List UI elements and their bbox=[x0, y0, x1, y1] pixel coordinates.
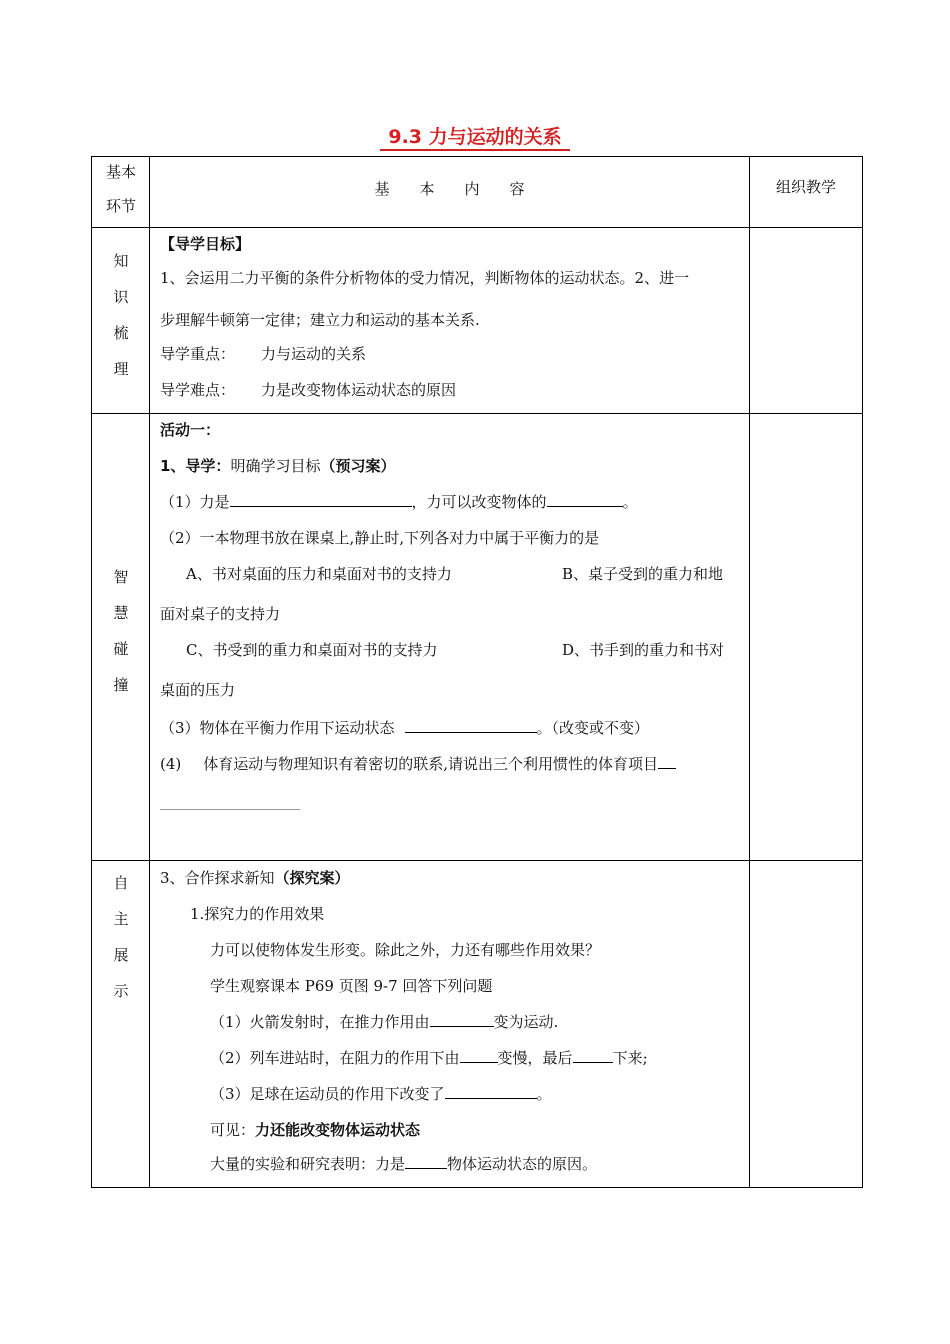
row-divider bbox=[92, 227, 862, 228]
answer-blank[interactable] bbox=[573, 1048, 613, 1063]
explore-question-3: （3）足球在运动员的作用下改变了 。 bbox=[210, 1085, 552, 1103]
answer-blank[interactable] bbox=[405, 1154, 447, 1169]
explore-heading: 3、合作探求新知（探究案） bbox=[160, 869, 350, 887]
answer-blank[interactable] bbox=[405, 718, 537, 733]
guide-focus: 导学重点： 力与运动的关系 bbox=[160, 345, 367, 363]
question-4: (4) 体育运动与物理知识有着密切的联系,请说出三个利用惯性的体育项目 bbox=[160, 753, 676, 774]
answer-blank[interactable] bbox=[460, 1048, 498, 1063]
option-a: A、书对桌面的压力和桌面对书的支持力 bbox=[186, 565, 452, 583]
header-basic-content: 基 本 内 容 bbox=[374, 180, 525, 198]
column-divider bbox=[749, 157, 750, 1187]
explore-paragraph-1: 力可以使物体发生形变。除此之外，力还有哪些作用效果？ bbox=[210, 941, 601, 959]
header-basic-step: 基本 环节 bbox=[105, 163, 136, 215]
answer-line[interactable] bbox=[160, 809, 300, 810]
activity-heading: 活动一： bbox=[160, 421, 221, 439]
explore-question-2: （2）列车进站时，在阻力的作用下由 变慢，最后 下来; bbox=[210, 1049, 648, 1067]
question-2: （2）一本物理书放在课桌上,静止时,下列各对力中属于平衡力的是 bbox=[160, 529, 600, 547]
row-divider bbox=[92, 413, 862, 414]
answer-blank[interactable] bbox=[445, 1084, 537, 1099]
row-divider bbox=[92, 860, 862, 861]
option-b-continued: 面对桌子的支持力 bbox=[160, 605, 281, 623]
explore-paragraph-2: 学生观察课本 P69 页图 9-7 回答下列问题 bbox=[210, 977, 493, 995]
guide-goal-heading: 【导学目标】 bbox=[160, 235, 251, 253]
option-d-continued: 桌面的压力 bbox=[160, 681, 236, 699]
lesson-table bbox=[91, 156, 863, 1188]
explore-subheading: 1.探究力的作用效果 bbox=[190, 905, 325, 923]
answer-blank[interactable] bbox=[230, 492, 412, 507]
explore-conclusion: 可见：力还能改变物体运动状态 bbox=[210, 1121, 421, 1139]
goal-line-1: 1、会运用二力平衡的条件分析物体的受力情况，判断物体的运动状态。2、进一 bbox=[160, 269, 690, 287]
answer-blank[interactable] bbox=[658, 754, 676, 769]
goal-line-2: 步理解牛顿第一定律；建立力和运动的基本关系. bbox=[160, 311, 480, 329]
explore-final: 大量的实验和研究表明：力是 物体运动状态的原因。 bbox=[210, 1155, 598, 1173]
explore-question-1: （1）火箭发射时，在推力作用由 变为运动. bbox=[210, 1013, 559, 1031]
option-b: B、桌子受到的重力和地 bbox=[562, 565, 724, 583]
section-label-wisdom: 智 慧 碰 撞 bbox=[113, 568, 129, 694]
question-1: （1）力是 ，力可以改变物体的 。 bbox=[160, 493, 638, 511]
section-label-knowledge: 知 识 梳 理 bbox=[113, 252, 129, 378]
option-d: D、书手到的重力和书对 bbox=[562, 641, 725, 659]
guide-line: 1、导学：明确学习目标（预习案） bbox=[160, 457, 396, 475]
header-organize-teaching: 组织教学 bbox=[775, 178, 836, 196]
page-title: 9.3 力与运动的关系 bbox=[0, 122, 950, 149]
question-3: （3）物体在平衡力作用下运动状态 。（改变或不变） bbox=[160, 719, 650, 737]
answer-blank[interactable] bbox=[430, 1012, 494, 1027]
section-label-showcase: 自 主 展 示 bbox=[113, 874, 129, 1000]
answer-blank[interactable] bbox=[547, 492, 623, 507]
option-c: C、书受到的重力和桌面对书的支持力 bbox=[186, 641, 438, 659]
guide-difficulty: 导学难点： 力是改变物体运动状态的原因 bbox=[160, 381, 457, 399]
